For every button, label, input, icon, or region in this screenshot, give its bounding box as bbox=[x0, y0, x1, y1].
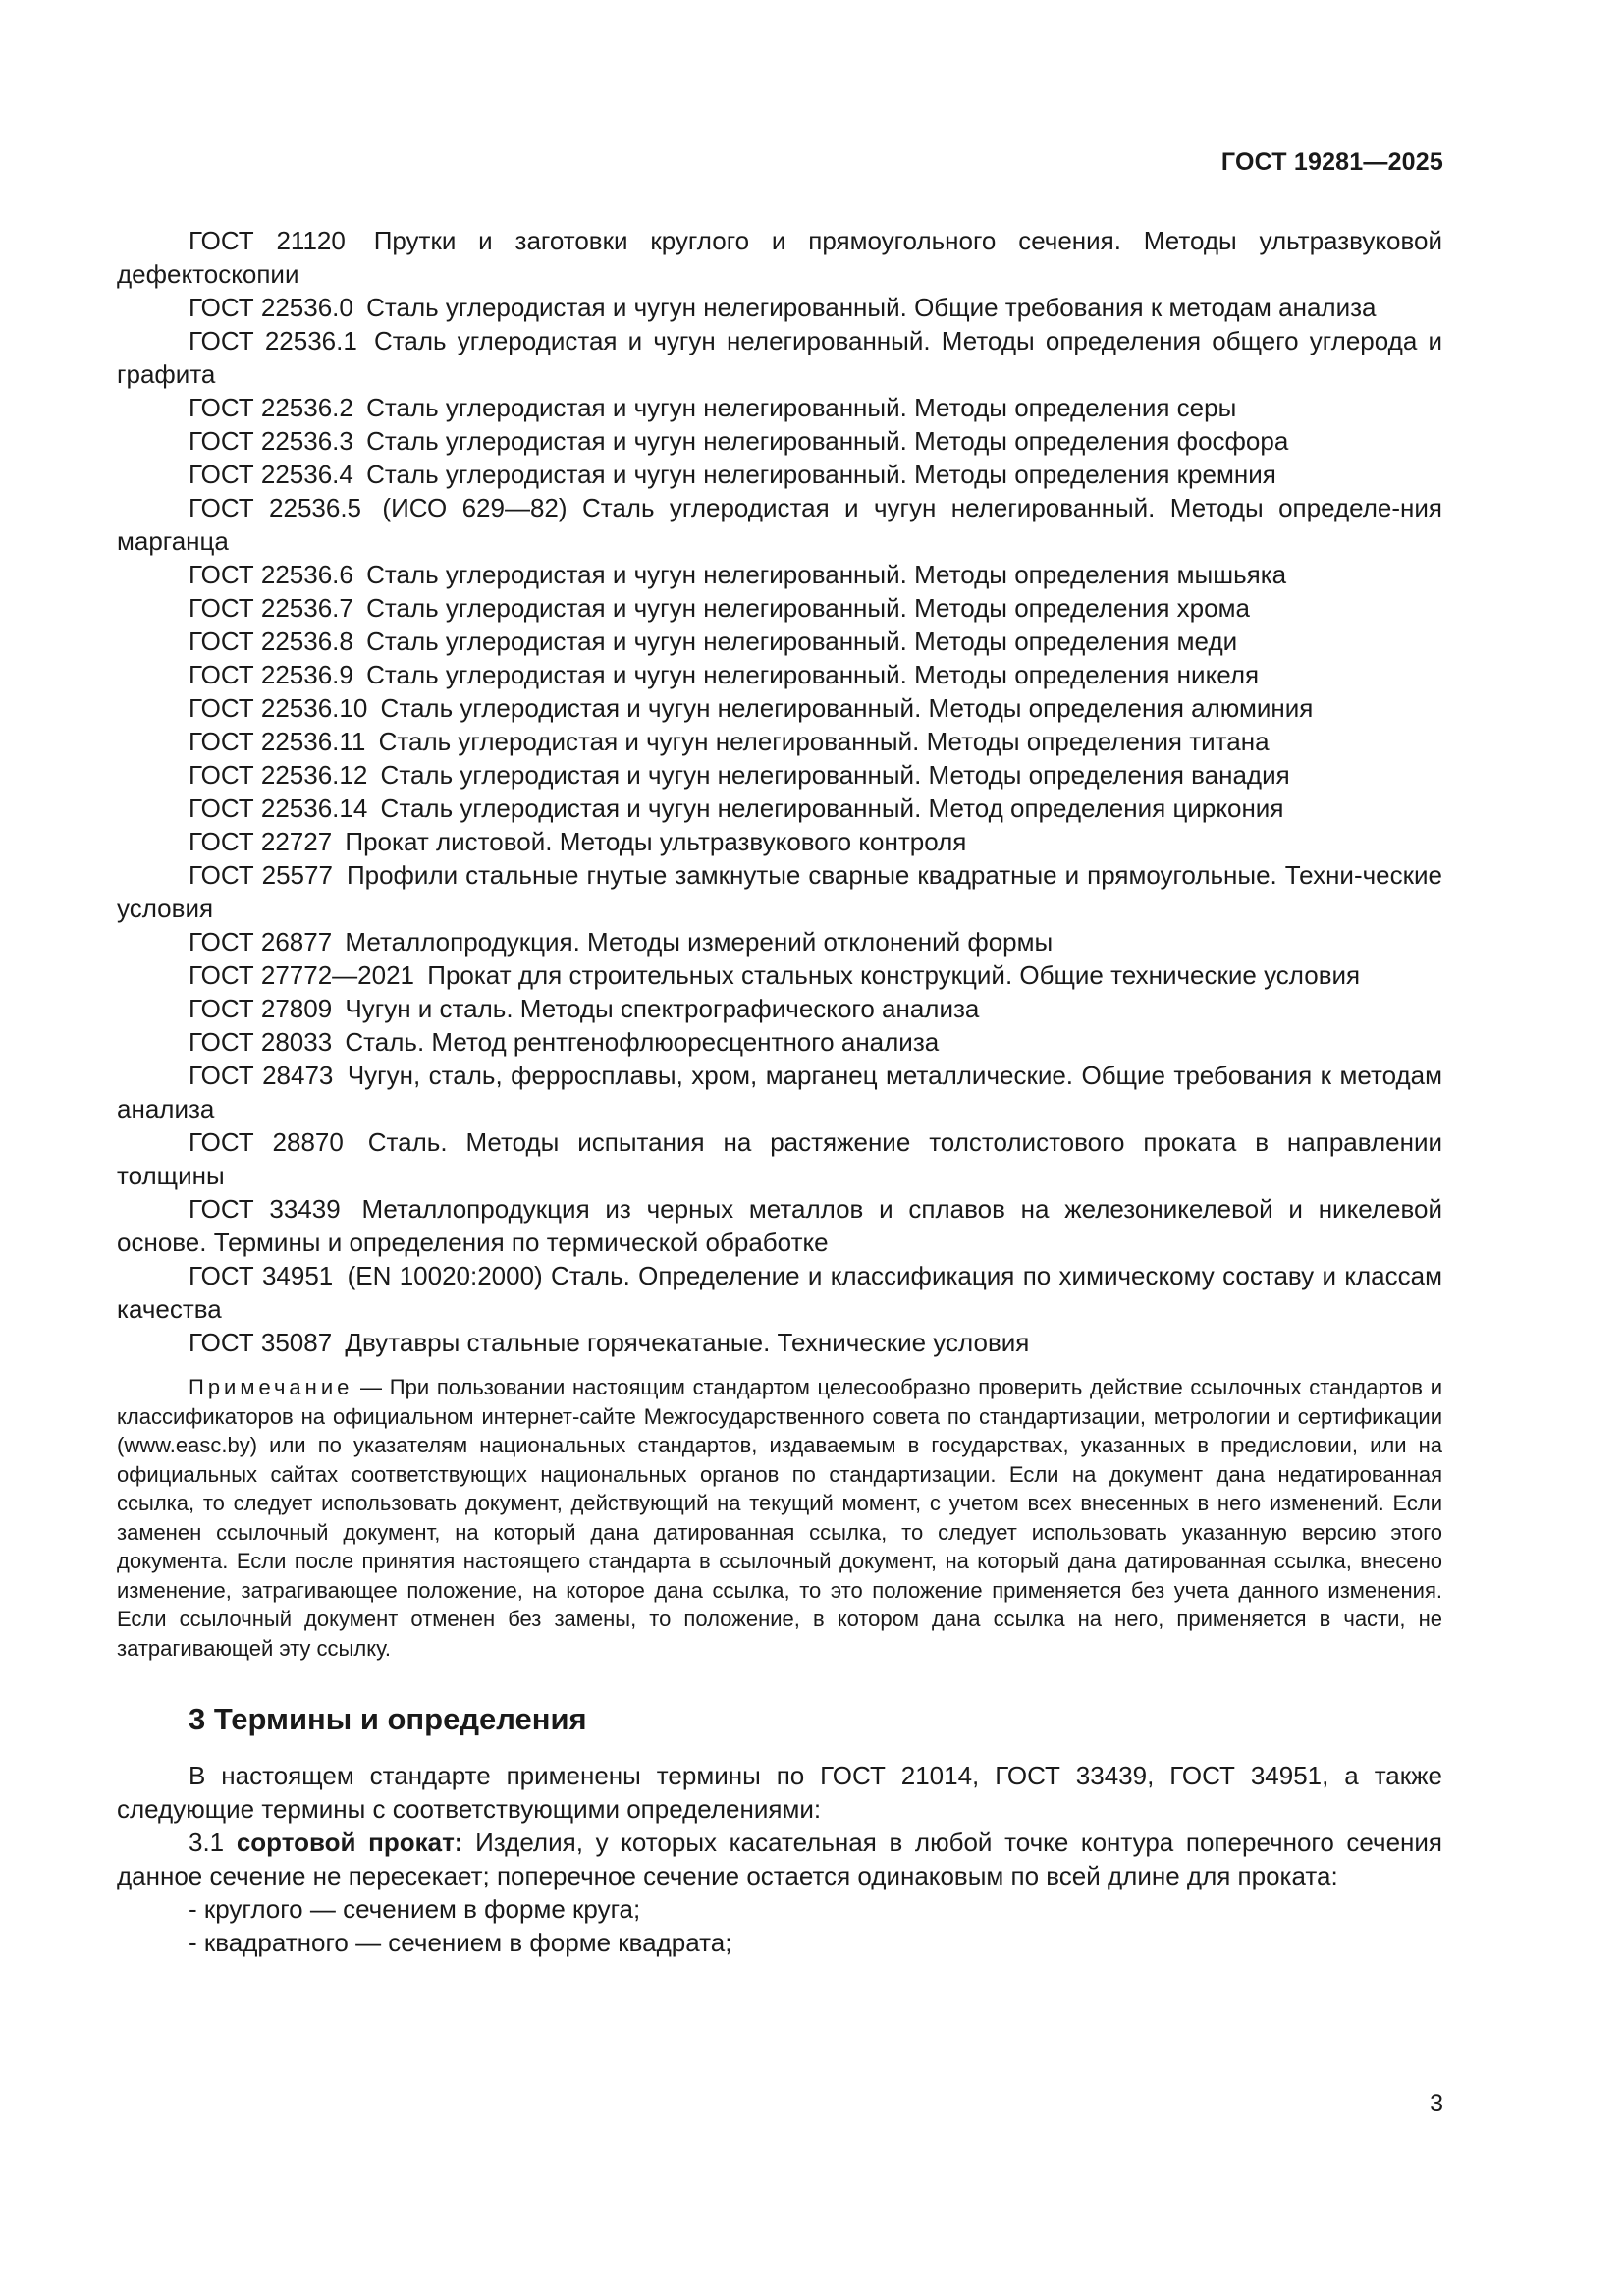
reference-title: Сталь углеродистая и чугун нелегированный. Методы определения алюминия bbox=[380, 693, 1314, 723]
section-3-intro: В настоящем стандарте применены термины по ГОСТ 21014, ГОСТ 33439, ГОСТ 34951, а также следующие термины с соответствующими определениями: bbox=[117, 1761, 1442, 1824]
term-name: сортовой прокат: bbox=[236, 1828, 463, 1857]
reference-item bbox=[117, 792, 1442, 825]
page-content bbox=[117, 224, 1442, 1959]
reference-code: ГОСТ 26877 bbox=[189, 927, 333, 957]
reference-item bbox=[117, 424, 1442, 458]
reference-code: ГОСТ 27809 bbox=[189, 994, 333, 1023]
reference-code: ГОСТ 21120 bbox=[189, 226, 346, 255]
section-3-body bbox=[117, 1759, 1442, 1892]
reference-title: Сталь углеродистая и чугун нелегированный. Методы определения общего углерода и графита bbox=[117, 326, 1442, 389]
reference-title: Прутки и заготовки круглого и прямоугольного сечения. Методы ультразвуковой дефектоскопии bbox=[117, 226, 1442, 289]
reference-code: ГОСТ 22536.11 bbox=[189, 727, 366, 756]
reference-code: ГОСТ 35087 bbox=[189, 1328, 333, 1357]
reference-code: ГОСТ 25577 bbox=[189, 860, 333, 890]
normative-references-list bbox=[117, 224, 1442, 1359]
reference-title: Сталь углеродистая и чугун нелегированный. Методы определения никеля bbox=[366, 660, 1260, 689]
reference-code: ГОСТ 28473 bbox=[189, 1061, 334, 1090]
reference-item bbox=[117, 658, 1442, 691]
reference-code: ГОСТ 28033 bbox=[189, 1027, 333, 1057]
reference-item bbox=[117, 1125, 1442, 1192]
reference-title: Сталь углеродистая и чугун нелегированный. Методы определения хрома bbox=[366, 593, 1250, 623]
reference-item bbox=[117, 925, 1442, 958]
reference-item bbox=[117, 725, 1442, 758]
reference-item bbox=[117, 1192, 1442, 1259]
reference-item bbox=[117, 1259, 1442, 1326]
reference-code: ГОСТ 22536.2 bbox=[189, 393, 353, 422]
definition-list bbox=[117, 1892, 1442, 1959]
reference-code: ГОСТ 22536.14 bbox=[189, 793, 368, 823]
reference-item bbox=[117, 558, 1442, 591]
note-paragraph bbox=[117, 1373, 1442, 1663]
reference-title: Металлопродукция. Методы измерений отклонений формы bbox=[345, 927, 1054, 957]
reference-item bbox=[117, 1326, 1442, 1359]
reference-code: ГОСТ 22536.0 bbox=[189, 293, 353, 322]
reference-item bbox=[117, 958, 1442, 992]
section-3-heading: 3 Термины и определения bbox=[189, 1702, 587, 1736]
reference-title: Прокат листовой. Методы ультразвукового контроля bbox=[345, 827, 967, 856]
reference-title: Сталь углеродистая и чугун нелегированный. Метод определения циркония bbox=[380, 793, 1284, 823]
reference-title: Двутавры стальные горячекатаные. Технические условия bbox=[345, 1328, 1030, 1357]
reference-title: Сталь углеродистая и чугун нелегированный. Методы определения мышьяка bbox=[366, 560, 1287, 589]
reference-code: ГОСТ 22536.1 bbox=[189, 326, 357, 355]
reference-title: Сталь. Методы испытания на растяжение толстолистового проката в направлении толщины bbox=[117, 1127, 1442, 1190]
reference-item bbox=[117, 691, 1442, 725]
reference-item bbox=[117, 491, 1442, 558]
reference-title: Чугун, сталь, ферросплавы, хром, марганец металлические. Общие требования к методам анализа bbox=[117, 1061, 1442, 1123]
reference-code: ГОСТ 22536.12 bbox=[189, 760, 368, 790]
reference-title: (ИСО 629—82) Сталь углеродистая и чугун нелегированный. Методы определе-ния марганца bbox=[117, 493, 1442, 556]
reference-item bbox=[117, 625, 1442, 658]
reference-item bbox=[117, 825, 1442, 858]
note-text: — При пользовании настоящим стандартом целесообразно проверить действие ссылочных стандартов и классификаторов на официальном интернет-сайте Межгосударственного совета по стандартизации, метрологии и сертификации (www.easc.by) или по указателям национальных стандартов, издаваемым в государствах, указанных в предисловии, или на официальных сайтах соответствующих национальных органов по стандартизации. Если на документ дана недатированная ссылка, то следует использовать документ, действующий на текущий момент, с учетом всех внесенных в него изменений. Если заменен ссылочный документ, на который дана датированная ссылка, то следует использовать указанную версию этого документа. Если после принятия настоящего стандарта в ссылочный документ, на который дана датированная ссылка, внесено изменение, затрагивающее положение, на которое дана ссылка, то это положение применяется без учета данного изменения. Если ссылочный документ отменен без замены, то положение, в котором дана ссылка на него, применяется в части, не затрагивающей эту ссылку. bbox=[117, 1375, 1442, 1661]
reference-code: ГОСТ 22536.3 bbox=[189, 426, 353, 456]
definition-list-item: - круглого — сечением в форме круга; bbox=[189, 1894, 641, 1924]
reference-item bbox=[117, 224, 1442, 291]
reference-item bbox=[117, 1059, 1442, 1125]
reference-code: ГОСТ 33439 bbox=[189, 1194, 341, 1224]
reference-item bbox=[117, 291, 1442, 324]
reference-title: (EN 10020:2000) Сталь. Определение и классификация по химическому составу и классам качества bbox=[117, 1261, 1442, 1324]
reference-title: Сталь углеродистая и чугун нелегированный. Методы определения серы bbox=[366, 393, 1237, 422]
reference-code: ГОСТ 34951 bbox=[189, 1261, 334, 1290]
reference-title: Сталь углеродистая и чугун нелегированный. Методы определения титана bbox=[378, 727, 1270, 756]
reference-code: ГОСТ 27772—2021 bbox=[189, 960, 415, 990]
reference-title: Сталь. Метод рентгенофлюоресцентного анализа bbox=[345, 1027, 940, 1057]
term-definition: Изделия, у которых касательная в любой точке контура поперечного сечения данное сечение не пересекает; поперечное сечение остается одинаковым по всей длине для проката: bbox=[117, 1828, 1442, 1890]
reference-title: Металлопродукция из черных металлов и сплавов на железоникелевой и никелевой основе. Термины и определения по термической обработке bbox=[117, 1194, 1442, 1257]
reference-code: ГОСТ 22536.9 bbox=[189, 660, 353, 689]
reference-title: Прокат для строительных стальных конструкций. Общие технические условия bbox=[427, 960, 1361, 990]
definition-list-item: - квадратного — сечением в форме квадрата; bbox=[189, 1928, 732, 1957]
reference-code: ГОСТ 22536.7 bbox=[189, 593, 353, 623]
page-number: 3 bbox=[1430, 2090, 1443, 2117]
reference-item bbox=[117, 324, 1442, 391]
reference-title: Сталь углеродистая и чугун нелегированный. Методы определения кремния bbox=[366, 460, 1276, 489]
reference-code: ГОСТ 22536.6 bbox=[189, 560, 353, 589]
reference-item bbox=[117, 992, 1442, 1025]
document-code-header: ГОСТ 19281—2025 bbox=[1220, 148, 1443, 176]
note-label: Примечание bbox=[189, 1375, 353, 1399]
reference-item bbox=[117, 758, 1442, 792]
term-number: 3.1 bbox=[189, 1828, 225, 1857]
term-definition-3-1 bbox=[117, 1826, 1442, 1892]
reference-code: ГОСТ 22536.5 bbox=[189, 493, 362, 522]
reference-item bbox=[117, 1025, 1442, 1059]
reference-title: Сталь углеродистая и чугун нелегированный. Методы определения фосфора bbox=[366, 426, 1289, 456]
reference-code: ГОСТ 22536.8 bbox=[189, 627, 353, 656]
reference-item bbox=[117, 858, 1442, 925]
reference-code: ГОСТ 22727 bbox=[189, 827, 333, 856]
reference-item bbox=[117, 391, 1442, 424]
reference-title: Сталь углеродистая и чугун нелегированный. Общие требования к методам анализа bbox=[366, 293, 1377, 322]
reference-code: ГОСТ 22536.4 bbox=[189, 460, 353, 489]
reference-title: Чугун и сталь. Методы спектрографического анализа bbox=[345, 994, 980, 1023]
reference-code: ГОСТ 28870 bbox=[189, 1127, 344, 1157]
reference-title: Профили стальные гнутые замкнутые сварные квадратные и прямоугольные. Техни-ческие условия bbox=[117, 860, 1442, 923]
reference-item bbox=[117, 591, 1442, 625]
reference-title: Сталь углеродистая и чугун нелегированный. Методы определения ванадия bbox=[380, 760, 1290, 790]
reference-item bbox=[117, 458, 1442, 491]
reference-title: Сталь углеродистая и чугун нелегированный. Методы определения меди bbox=[366, 627, 1238, 656]
reference-code: ГОСТ 22536.10 bbox=[189, 693, 368, 723]
